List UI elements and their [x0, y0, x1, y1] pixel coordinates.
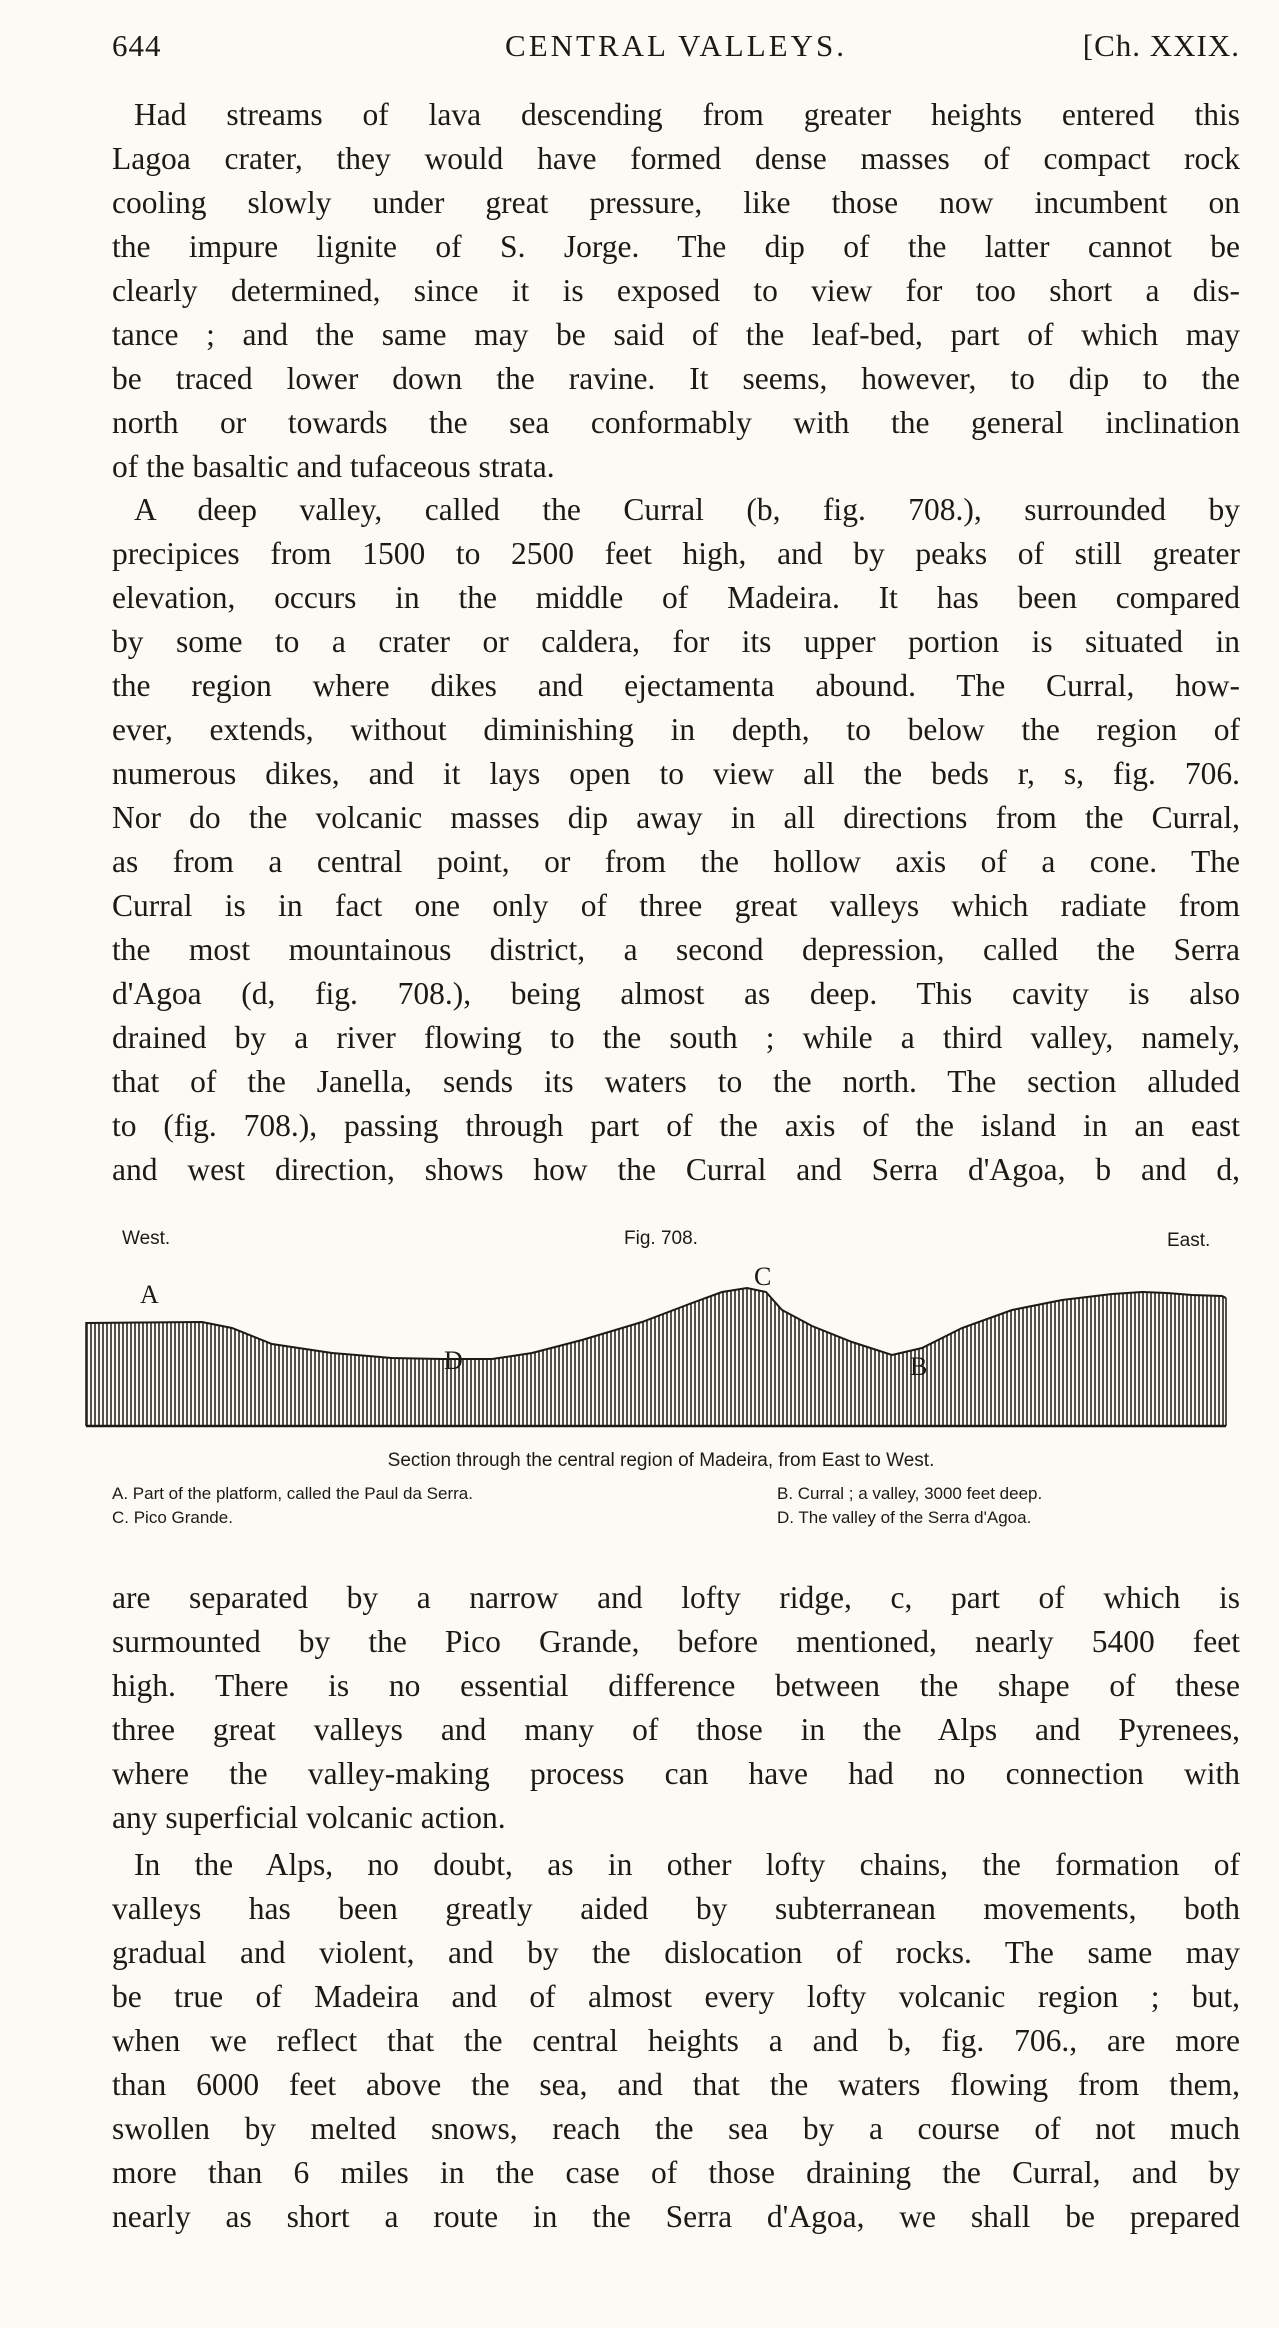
- text-line: In the Alps, no doubt, as in other lofty chains, the formation of: [134, 1847, 1240, 1882]
- text-line: and west direction, shows how the Curral and Serra d'Agoa, b and d,: [112, 1152, 1240, 1187]
- text-line: swollen by melted snows, reach the sea by a course of not much: [112, 2111, 1240, 2146]
- text-line: by some to a crater or caldera, for its upper portion is situated in: [112, 624, 1240, 659]
- legend-a: A. Part of the platform, called the Paul da Serra.: [112, 1484, 473, 1503]
- text-line: gradual and violent, and by the dislocation of rocks. The same may: [112, 1935, 1240, 1970]
- west-label: West.: [122, 1228, 171, 1249]
- text-line: drained by a river flowing to the south ; while a third valley, namely,: [112, 1020, 1240, 1055]
- page-number: 644: [112, 28, 162, 63]
- text-line: of the basaltic and tufaceous strata.: [112, 449, 555, 484]
- text-line: where the valley-making process can have had no connection with: [112, 1756, 1240, 1791]
- text-line: elevation, occurs in the middle of Madeira. It has been compared: [112, 580, 1240, 615]
- text-line: Nor do the volcanic masses dip away in all directions from the Curral,: [112, 800, 1240, 835]
- text-line: A deep valley, called the Curral (b, fig. 708.), surrounded by: [134, 492, 1240, 527]
- text-line: be traced lower down the ravine. It seems, however, to dip to the: [112, 361, 1240, 396]
- text-line: than 6000 feet above the sea, and that the waters flowing from them,: [112, 2067, 1240, 2102]
- figure-caption: Section through the central region of Madeira, from East to West.: [387, 1450, 935, 1471]
- paragraph-alps: [112, 1843, 1240, 2239]
- legend-b: B. Curral ; a valley, 3000 feet deep.: [777, 1484, 1043, 1503]
- text-line: ever, extends, without diminishing in depth, to below the region of: [112, 712, 1240, 747]
- text-line: tance ; and the same may be said of the leaf-bed, part of which may: [112, 317, 1240, 352]
- letter-a: A: [140, 1280, 159, 1309]
- text-line: Curral is in fact one only of three great valleys which radiate from: [112, 888, 1240, 923]
- text-line: clearly determined, since it is exposed to view for too short a dis-: [112, 273, 1240, 308]
- text-line: to (fig. 708.), passing through part of the axis of the island in an east: [112, 1108, 1240, 1143]
- running-header: [112, 28, 1240, 68]
- letter-b: B: [910, 1352, 928, 1381]
- text-line: nearly as short a route in the Serra d'Agoa, we shall be prepared: [112, 2199, 1240, 2234]
- text-line: valleys has been greatly aided by subterranean movements, both: [112, 1891, 1240, 1926]
- text-line: high. There is no essential difference between the shape of these: [112, 1668, 1240, 1703]
- text-line: cooling slowly under great pressure, like those now incumbent on: [112, 185, 1240, 220]
- legend-c: C. Pico Grande.: [112, 1508, 233, 1527]
- paragraph-ridge: [112, 1576, 1240, 1840]
- paragraph-curral: [112, 488, 1240, 1192]
- text-line: the impure lignite of S. Jorge. The dip of the latter cannot be: [112, 229, 1240, 264]
- chapter-label: [Ch. XXIX.: [1082, 28, 1240, 63]
- text-line: north or towards the sea conformably with the general inclination: [112, 405, 1240, 440]
- east-label: East.: [1167, 1230, 1211, 1251]
- text-line: be true of Madeira and of almost every lofty volcanic region ; but,: [112, 1979, 1240, 2014]
- paragraph-lava-streams: [112, 93, 1240, 489]
- text-line: the region where dikes and ejectamenta abound. The Curral, how-: [112, 668, 1240, 703]
- text-line: the most mountainous district, a second depression, called the Serra: [112, 932, 1240, 967]
- text-line: are separated by a narrow and lofty ridge, c, part of which is: [112, 1580, 1240, 1615]
- text-line: Had streams of lava descending from greater heights entered this: [134, 97, 1240, 132]
- text-line: as from a central point, or from the hollow axis of a cone. The: [112, 844, 1240, 879]
- legend-d: D. The valley of the Serra d'Agoa.: [777, 1508, 1032, 1527]
- running-title: CENTRAL VALLEYS.: [505, 28, 847, 63]
- text-line: d'Agoa (d, fig. 708.), being almost as deep. This cavity is also: [112, 976, 1240, 1011]
- text-line: Lagoa crater, they would have formed dense masses of compact rock: [112, 141, 1240, 176]
- figure-708-section: [82, 1218, 1240, 1558]
- text-line: precipices from 1500 to 2500 feet high, and by peaks of still greater: [112, 536, 1240, 571]
- text-line: when we reflect that the central heights a and b, fig. 706., are more: [112, 2023, 1240, 2058]
- letter-d: D: [444, 1346, 463, 1375]
- text-line: numerous dikes, and it lays open to view all the beds r, s, fig. 706.: [112, 756, 1240, 791]
- text-line: that of the Janella, sends its waters to the north. The section alluded: [112, 1064, 1240, 1099]
- text-line: three great valleys and many of those in the Alps and Pyrenees,: [112, 1712, 1240, 1747]
- text-line: surmounted by the Pico Grande, before mentioned, nearly 5400 feet: [112, 1624, 1240, 1659]
- letter-c: C: [754, 1262, 772, 1291]
- text-line: more than 6 miles in the case of those draining the Curral, and by: [112, 2155, 1240, 2190]
- figure-number: Fig. 708.: [624, 1228, 698, 1249]
- text-line: any superficial volcanic action.: [112, 1800, 506, 1835]
- section-drawing: [82, 1218, 1240, 1448]
